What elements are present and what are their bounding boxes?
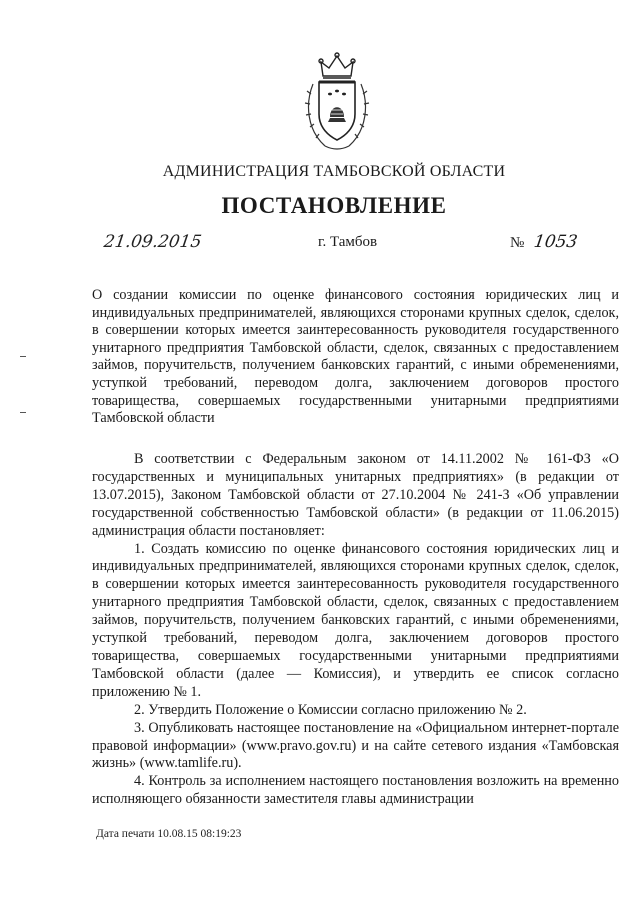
print-date: Дата печати 10.08.15 08:19:23 (96, 828, 242, 840)
coat-of-arms-emblem (301, 48, 373, 156)
resolution-item-4: 4. Контроль за исполнением настоящего постановления возложить на временно исполняющего обязанности заместителя главы администрации (92, 773, 619, 808)
resolution-item-2: 2. Утвердить Положение о Комиссии согласно приложению № 2. (134, 701, 527, 718)
document-body (92, 451, 619, 809)
organization-name: АДМИНИСТРАЦИЯ ТАМБОВСКОЙ ОБЛАСТИ (162, 163, 506, 180)
document-number-block (510, 232, 578, 252)
resolution-item-1: 1. Создать комиссию по оценке финансового состояния юридических лиц и индивидуальных предпринимателей, являющихся сторонами крупных сделок, сделок, в совершении которых имеется заинтересованность руководителя государственного унитарного предприятия Тамбовской области, сделок, связанных с предоставлением займов, поручительств, получением банковских гарантий, с иными обременениями, уступкой требований, переводом долга, заключением договоров простого товарищества, совершаемых государственными унитарными предприятиями Тамбовской области (далее — Комиссия), и утвердить ее список согласно приложению № 1. (92, 540, 619, 700)
document-date: 21.09.2015 (102, 232, 203, 252)
margin-tick (20, 356, 26, 357)
number-label: № (510, 235, 525, 251)
preamble-paragraph: В соответствии с Федеральным законом от 14.11.2002 № 161-ФЗ «О государственных и муниципальных унитарных предприятиях» (в редакции от 13.07.2015), Законом Тамбовской области от 27.10.2004 № 241-З «Об управлении государственной собственностью Тамбовской области» (в редакции от 11.06.2015) администрация области постановляет: (92, 451, 619, 539)
document-city: г. Тамбов (318, 234, 378, 250)
document-title: О создании комиссии по оценке финансового состояния юридических лиц и индивидуальных предпринимателей, являющихся сторонами крупных сделок, сделок, в совершении которых имеется заинтересованность руководителя государственного унитарного предприятия Тамбовской области, сделок, связанных с предоставлением займов, поручительств, получением банковских гарантий, с иными обременениями, уступкой требований, переводом долга, заключением договоров простого товарищества, совершаемых государственными унитарными предприятиями Тамбовской области (92, 287, 619, 427)
document-number: 1053 (532, 232, 579, 252)
document-type-heading: ПОСТАНОВЛЕНИЕ (221, 193, 447, 218)
resolution-item-3: 3. Опубликовать настоящее постановление на «Официальном интернет-портале правовой информации» (www.pravo.gov.ru) и на сайте сетевого издания «Тамбовская жизнь» (www.tamlife.ru). (92, 719, 619, 772)
margin-tick (20, 412, 26, 413)
